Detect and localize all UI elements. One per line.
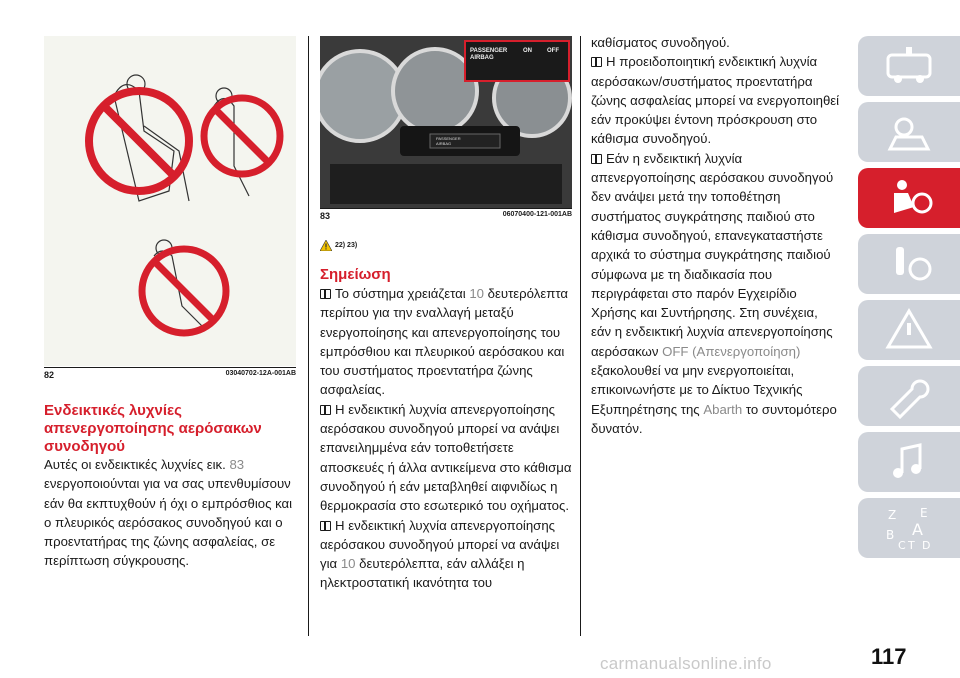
prohibition-sign-2	[204, 98, 280, 174]
note-1: Το σύστημα χρειάζεται 10 δευτερόλεπτα περίπου για την εναλλαγή μεταξύ ενεργοποίησης και απενεργοποίησης του εμπρόσθιου και πλευρικού αερόσακου και του συστήματος προεντατήρα ζώνης ασφαλείας.	[320, 286, 568, 398]
figure-83-number: 83	[320, 211, 331, 221]
book-icon	[320, 521, 331, 531]
svg-text:E: E	[920, 506, 928, 520]
car-info-icon	[882, 43, 936, 89]
figure-reference: 83	[229, 457, 245, 472]
media-icon	[882, 439, 936, 485]
svg-text:D: D	[922, 539, 931, 551]
note-4: Η προειδοποιητική ενδεικτική λυχνία αερόσακων/συστήματος προεντατήρα ζώνης ασφαλείας μπορεί να ενεργοποιηθεί εάν προκύψει έντονη πρόσκρουση στο κάθισμα συνοδηγού.	[591, 54, 840, 147]
note-5: Εάν η ενδεικτική λυχνία απενεργοποίησης αερόσακου συνοδηγού δεν ανάψει μετά την τοποθέτηση συστήματος συγκράτησης παιδιού στο κάθισμα συνοδηγού, επανεγκαταστήστε αρχικά το σύστημα συγκράτησης παιδιού σύμφωνα με τη διαδικασία που περιγράφεται στο παρόν Εγχειρίδιο Χρήσης και Συντήρησης. Στη συνέχεια, εάν η ενδεικτική λυχνία απενεργοποίησης αερόσακων OFF (Απενεργοποίηση) εξακολουθεί να μην ενεργοποιείται, επικοινωνήστε με το Δίκτυο Τεχνικής Εξυπηρέτησης της Abarth το συντομότερο δυνατόν.	[591, 150, 837, 436]
airbag-safety-icon	[882, 175, 936, 221]
page-number: 117	[871, 644, 907, 669]
prohibition-sign-3	[142, 249, 226, 333]
figure-83-code: 06070400-121-001AB	[502, 211, 572, 218]
svg-text:T: T	[908, 539, 915, 551]
middle-column-text	[320, 284, 572, 593]
prohibition-sign-1	[89, 91, 189, 191]
index-icon	[882, 505, 936, 551]
note-3-continued: καθίσματος συνοδηγού.	[591, 35, 730, 50]
airbag-panel-label: PASSENGER AIRBAG	[470, 48, 508, 61]
tab-maintenance[interactable]	[858, 366, 960, 426]
tab-dashboard-lights[interactable]	[858, 102, 960, 162]
svg-text:B: B	[886, 528, 895, 542]
figure-82-caption	[44, 370, 296, 380]
figure-82-code: 03040702-12A-001AB	[225, 370, 296, 377]
warning-triangle-icon	[882, 307, 936, 353]
maintenance-icon	[882, 373, 936, 419]
tab-index[interactable]	[858, 498, 960, 558]
note-heading: Σημείωση	[320, 266, 391, 283]
figure-82-illustration	[44, 36, 296, 366]
book-icon	[591, 57, 602, 67]
intro-paragraph: Αυτές οι ενδεικτικές λυχνίες εικ. 83 ενεργοποιούνται για να σας υπενθυμίσουν εάν θα εκπτυχθούν ή όχι ο εμπρόσθιος και ο πλευρικός αερόσακος συνοδηγού και ο προεντατήρας της ζώνης ασφαλείας, σε περίπτωση σύγκρουσης.	[44, 457, 293, 569]
no-sitting-illustration	[44, 36, 296, 366]
note-2: Η ενδεικτική λυχνία απενεργοποίησης αερόσακου συνοδηγού μπορεί να ανάψει επανειλημμένα εάν τοποθετήσετε αποσκευές ή άλλα αντικείμενα στο κάθισμα συνοδηγού ή εάν μεταβληθεί αιφνιδίως η θερμοκρασία στο εσωτερικό του οχήματος.	[320, 401, 572, 514]
chapter-sidebar	[858, 36, 960, 564]
figure-82-caption-rule	[44, 367, 296, 368]
right-column-text	[591, 33, 841, 438]
book-icon	[320, 405, 331, 415]
watermark: carmanualsonline.info	[600, 654, 772, 673]
dashboard-photo	[320, 36, 572, 208]
warning-refs: 22) 23)	[335, 242, 358, 249]
svg-text:A: A	[912, 520, 923, 539]
dashboard-lights-icon	[882, 109, 936, 155]
section-heading: Ενδεικτικές λυχνίες απενεργοποίησης αερόσακων συνοδηγού	[44, 402, 262, 455]
tab-car-info[interactable]	[858, 36, 960, 96]
figure-83-caption	[320, 211, 572, 221]
book-icon	[591, 154, 602, 164]
svg-text:Z: Z	[888, 508, 897, 522]
tab-warnings[interactable]	[858, 300, 960, 360]
left-column-text	[44, 455, 296, 571]
tab-key-start[interactable]	[858, 234, 960, 294]
airbag-on-label: ON	[523, 48, 532, 54]
svg-text:C: C	[898, 539, 906, 551]
book-icon	[320, 289, 331, 299]
figure-83-photo	[320, 36, 572, 208]
airbag-off-label: OFF	[547, 48, 559, 54]
figure-83-caption-rule	[320, 208, 572, 209]
key-start-icon	[882, 241, 936, 287]
column-divider-2	[580, 36, 581, 636]
warning-triangle-icon	[320, 240, 332, 251]
column-divider-1	[308, 36, 309, 636]
airbag-small-label: PASSENGER AIRBAG	[436, 136, 461, 146]
figure-82-number: 82	[44, 370, 55, 380]
warning-reference	[320, 240, 357, 251]
note-3: Η ενδεικτική λυχνία απενεργοποίησης αερόσακου συνοδηγού μπορεί να ανάψει για 10 δευτερόλεπτα, εάν αλλάξει η ηλεκτροστατική ικανότητα του	[320, 517, 560, 591]
tab-media[interactable]	[858, 432, 960, 492]
tab-airbag-safety[interactable]	[858, 168, 960, 228]
